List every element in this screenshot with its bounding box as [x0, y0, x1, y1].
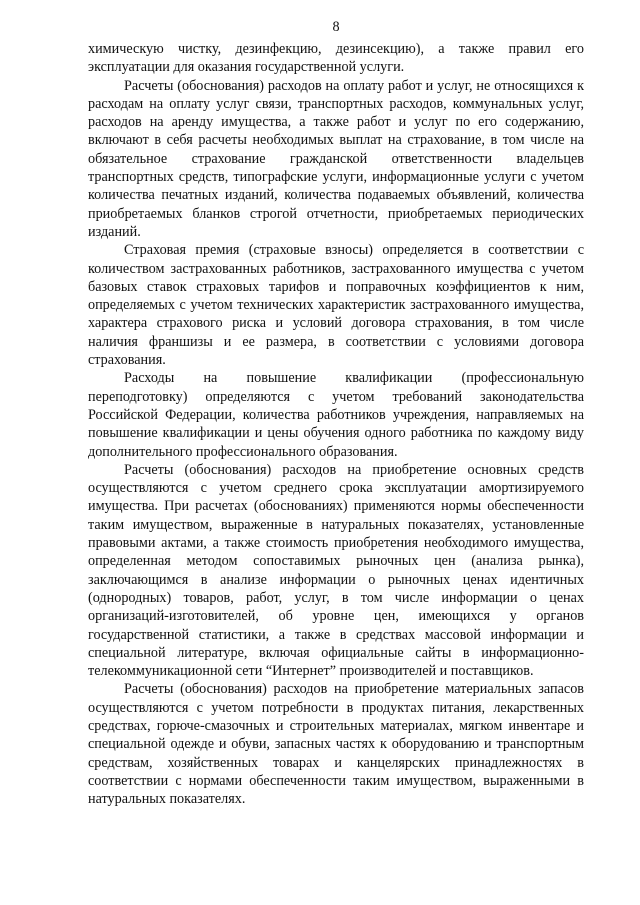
page-number: 8 — [332, 19, 340, 35]
paragraph-fixed-assets: Расчеты (обоснования) расходов на приобретение основных средств осуществляются с учетом среднего срока эксплуатации амортизируемого имущества. При расчетах (обоснованиях) применяются нормы обеспеченности таким имуществом, выраженные в натуральных показателях, установленные правовыми актами, а также стоимость приобретения необходимого имущества, определенная методом сопоставимых рыночных цен (анализа рынка), заключающимся в анализе информации о рыночных ценах идентичных (однородных) товаров, работ, услуг, в том числе информации о ценах организаций-изготовителей, об уровне цен, имеющихся у органов государственной статистики, а также в средствах массовой информации и специальной литературе, включая официальные сайты в информационно-телекоммуникационной сети “Интернет” производителей и поставщиков. — [88, 461, 584, 680]
paragraph-continuation: химическую чистку, дезинфекцию, дезинсекцию), а также правил его эксплуатации для оказания государственной услуги. — [88, 41, 584, 76]
document-body — [88, 40, 584, 808]
paragraph-qualification-costs: Расходы на повышение квалификации (профессиональную переподготовку) определяются с учетом требований законодательства Российской Федерации, количества работников учреждения, направляемых на повышение квалификации и цены обучения одного работника по каждому виду дополнительного профессионального образования. — [88, 370, 584, 460]
paragraph-material-stocks: Расчеты (обоснования) расходов на приобретение материальных запасов осуществляются с учетом потребности в продуктах питания, лекарственных средствах, горюче-смазочных и строительных материалах, мягком инвентаре и специальной одежде и обуви, запасных частях к оборудованию и транспортным средствам, хозяйственных товарах и канцелярских принадлежностях в соответствии с нормами обеспеченности таким имуществом, выраженными в натуральных показателях. — [88, 681, 584, 808]
paragraph-services-costs: Расчеты (обоснования) расходов на оплату работ и услуг, не относящихся к расходам на оплату услуг связи, транспортных расходов, коммунальных услуг, расходов на аренду имущества, а также работ и услуг по его содержанию, включают в себя расчеты необходимых выплат на страхование, в том числе на обязательное страхование гражданской ответственности владельцев транспортных средств, типографские услуги, информационные услуги с учетом количества печатных изданий, количества подаваемых объявлений, количества приобретаемых бланков строгой отчетности, приобретаемых периодических изданий. — [88, 77, 584, 240]
paragraph-insurance-premium: Страховая премия (страховые взносы) определяется в соответствии с количеством застрахованных работников, застрахованного имущества с учетом базовых ставок страховых тарифов и поправочных коэффициентов к ним, определяемых с учетом технических характеристик застрахованного имущества, характера страхового риска и условий договора страхования, в том числе наличия франшизы и ее размера, в соответствии с условиями договора страхования. — [88, 242, 584, 369]
